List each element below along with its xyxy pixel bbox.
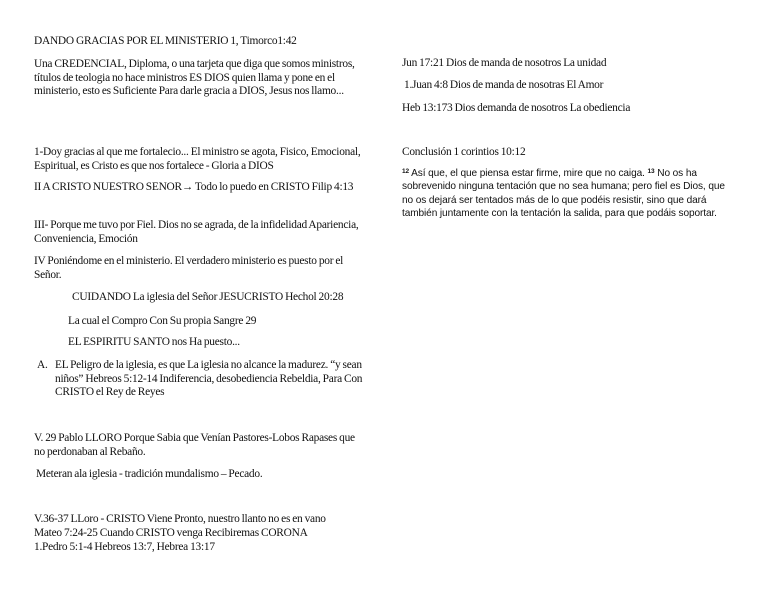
indent-caring-church: CUIDANDO La iglesia del Señor JESUCRISTO Hechol 20:28 (72, 291, 344, 303)
verse-36-line-2: Mateo 7:24-25 Cuando CRISTO venga Recibiremas CORONA (34, 527, 308, 539)
point-three: III- Porque me tuvo por Fiel. Dios no se agrada, de la infidelidad Apariencia, Conveniencia, Emoción (34, 219, 359, 245)
point-one: 1-Doy gracias al que me fortalecio... El ministro se agota, Fisico, Emocional, Espiritual, es Cristo es que nos fortalece - Gloria a DIOS (34, 146, 361, 172)
verse-36-line-1: V.36-37 LLoro - CRISTO Viene Pronto, nuestro llanto no es en vano (34, 513, 326, 525)
verse-number-13: 13 (647, 168, 655, 175)
love-line: 1.Juan 4:8 Dios de manda de nosotras El Amor (404, 79, 604, 91)
indent-holy-spirit: EL ESPIRITU SANTO nos Ha puesto... (68, 336, 240, 348)
sermon-title: DANDO GRACIAS POR EL MINISTERIO 1, Timorco1:42 (34, 35, 297, 47)
meteran-line: Meteran ala iglesia - tradición mundalismo – Pecado. (36, 468, 263, 480)
verse-13-text: No os ha sobrevenido ninguna tentación que no sea humana; pero fiel es Dios, que no os dejará ser tentados más de lo que podéis resistir, sino que dará también juntamente con la tentación la salida, para que podáis soportar. (402, 168, 725, 220)
unity-line: Jun 17:21 Dios de manda de nosotros La unidad (402, 57, 607, 69)
point-two: II A CRISTO NUESTRO SENOR→ Todo lo puedo en CRISTO Filip 4:13 (34, 181, 354, 193)
verse-number-12: 12 (402, 168, 410, 175)
list-marker: A. (37, 359, 48, 371)
conclusion-verse (402, 167, 732, 221)
conclusion-heading: Conclusión 1 corintios 10:12 (402, 146, 526, 158)
indent-bought-blood: La cual el Compro Con Su propia Sangre 29 (68, 315, 257, 327)
obedience-line: Heb 13:173 Dios demanda de nosotros La obediencia (402, 102, 631, 114)
list-item-text: EL Peligro de la iglesia, es que La iglesia no alcance la madurez. “y sean niños” Hebreos 5:12-14 Indiferencia, desobediencia Rebeldia, Para Con CRISTO el Rey de Reyes (55, 359, 363, 399)
list-item-a (37, 359, 370, 400)
point-four: IV Poniéndome en el ministerio. El verdadero ministerio es puesto por el Señor. (34, 255, 344, 281)
intro-paragraph: Una CREDENCIAL, Diploma, o una tarjeta que diga que somos ministros, títulos de teologia no hace ministros ES DIOS quien llama y pone en el ministerio, esto es Suficiente Para darle gracia a DIOS, Jesus nos llamo... (34, 58, 355, 98)
verse-12-text: Así que, el que piensa estar firme, mire que no caiga. (409, 168, 648, 179)
verse-29-paragraph: V. 29 Pablo LLORO Porque Sabia que Venían Pastores-Lobos Rapases que no perdonaban al Rebaño. (34, 432, 355, 458)
verse-36-line-3: 1.Pedro 5:1-4 Hebreos 13:7, Hebrea 13:17 (34, 541, 215, 553)
